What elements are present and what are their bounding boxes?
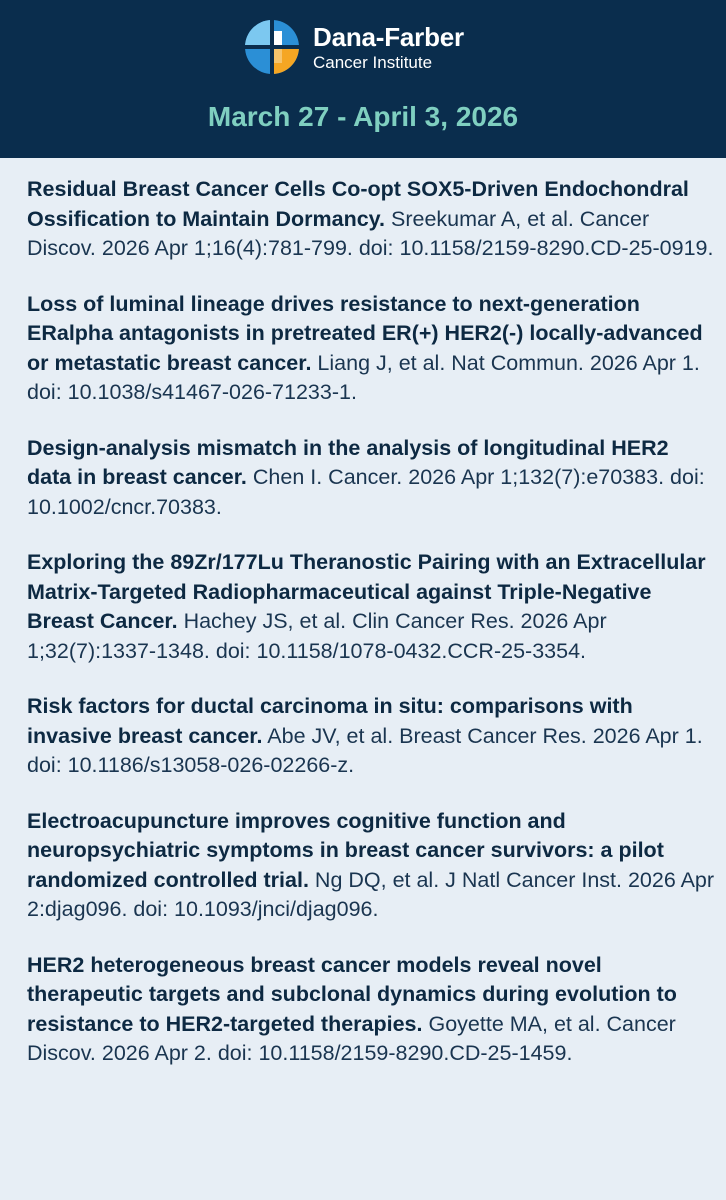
citation-reference: Chen I. Cancer. 2026 Apr 1;132(7):e70383. doi: 10.1002/cncr.70383. [27, 465, 705, 519]
citation-item [27, 175, 717, 264]
citation-title: Risk factors for ductal carcinoma in situ: comparisons with invasive breast cancer. [27, 694, 633, 748]
header-banner [0, 0, 726, 158]
citation-reference: Liang J, et al. Nat Commun. 2026 Apr 1. doi: 10.1038/s41467-026-71233-1. [27, 350, 700, 404]
citation-reference: Ng DQ, et al. J Natl Cancer Inst. 2026 Apr 2:djag096. doi: 10.1093/jnci/djag096. [27, 867, 715, 921]
logo-subtitle: Cancer Institute [313, 53, 433, 72]
logo-name: Dana-Farber [313, 22, 464, 52]
citation-title: Electroacupuncture improves cognitive function and neuropsychiatric symptoms in breast cancer survivors: a pilot randomized controlled trial. [27, 808, 664, 892]
citation-title: Loss of luminal lineage drives resistance to next-generation ERalpha antagonists in pretreated ER(+) HER2(-) locally-advanced or metastatic breast cancer. [27, 291, 703, 375]
citation-item [27, 434, 717, 523]
citation-reference: Hachey JS, et al. Clin Cancer Res. 2026 Apr 1;32(7):1337-1348. doi: 10.1158/1078-0432.CCR-25-3354. [27, 609, 607, 663]
citation-title: Design-analysis mismatch in the analysis of longitudinal HER2 data in breast cancer. [27, 435, 669, 489]
citation-reference: Goyette MA, et al. Cancer Discov. 2026 Apr 2. doi: 10.1158/2159-8290.CD-25-1459. [27, 1011, 676, 1065]
citation-item [27, 290, 717, 408]
institution-logo [243, 18, 483, 78]
citation-reference: Sreekumar A, et al. Cancer Discov. 2026 Apr 1;16(4):781-799. doi: 10.1158/2159-8290.CD-25-0919. [27, 206, 714, 260]
citation-reference: Abe JV, et al. Breast Cancer Res. 2026 Apr 1. doi: 10.1186/s13058-026-02266-z. [27, 723, 703, 777]
citation-item [27, 807, 717, 925]
citation-item [27, 548, 717, 666]
citation-item [27, 951, 717, 1069]
citation-list [27, 175, 717, 1095]
logo-mark-icon [243, 18, 301, 76]
date-range: March 27 - April 3, 2026 [207, 101, 519, 132]
citation-title: Exploring the 89Zr/177Lu Theranostic Pairing with an Extracellular Matrix-Targeted Radiopharmaceutical against Triple-Negative Breast Cancer. [27, 550, 706, 633]
citation-title: HER2 heterogeneous breast cancer models reveal novel therapeutic targets and subclonal dynamics during evolution to resistance to HER2-targeted therapies. [27, 952, 677, 1036]
citation-item [27, 692, 717, 781]
citations-panel [0, 158, 726, 1200]
citation-title: Residual Breast Cancer Cells Co-opt SOX5-Driven Endochondral Ossification to Maintain Dormancy. [27, 177, 689, 231]
